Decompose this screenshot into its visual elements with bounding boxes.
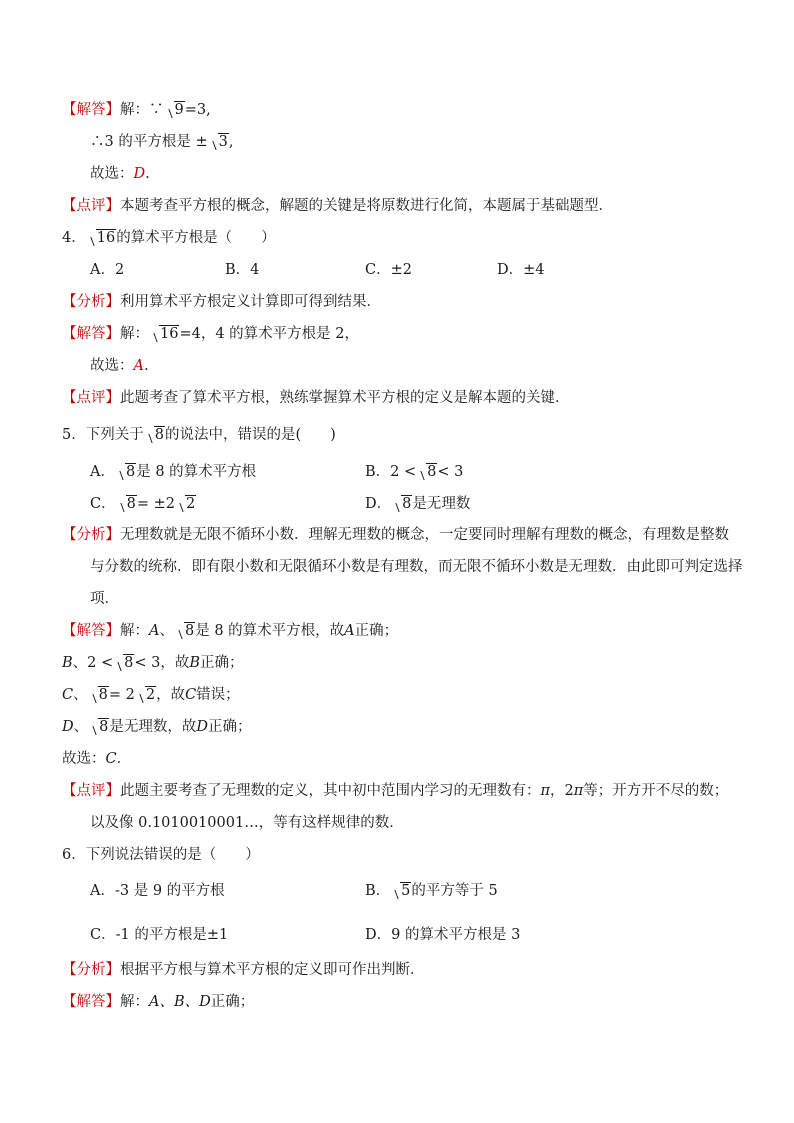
q5-analysis-line3: 项． [90,591,119,607]
q5-answer-line4: D、 8是无理数，故D正确； [62,719,252,735]
q6-option-b: B． 5的平方等于 5 [365,883,498,899]
sqrt-symbol: 8 [89,717,109,737]
sqrt-symbol: 2 [136,685,156,705]
sqrt-symbol: 16 [87,228,116,248]
q4-answer-line1: 【解答】解： 16=4，4 的算术平方根是 2， [62,326,359,342]
q4-analysis: 【分析】利用算术平方根定义计算即可得到结果． [62,294,381,310]
sqrt-symbol: 3 [209,132,229,152]
q6-stem: 6．下列说法错误的是（ ） [62,847,260,863]
q5-analysis-line1: 【分析】无理数就是无限不循环小数．理解无理数的概念，一定要同时理解有理数的概念，有理数是整数 [62,527,729,543]
q3-answer-line1: 【解答】解：∵ 9=3, [62,102,211,118]
q6-option-d: D．9 的算术平方根是 3 [365,927,521,943]
q5-answer-line5: 故选：C． [62,751,132,767]
q4-option-a: A．2 [90,262,125,278]
q5-answer-line1: 【解答】解：A、 8是 8 的算术平方根，故A正确； [62,623,399,639]
q4-stem: 4． 16的算术平方根是（ ） [62,230,276,246]
q5-analysis-line2: 与分数的统称．即有限小数和无限循环小数是有理数，而无限不循环小数是无理数．由此即可判定选择 [90,559,743,575]
sqrt-symbol: 8 [417,462,437,482]
answer-tag: 【解答】 [62,102,120,118]
review-tag: 【点评】 [62,198,120,214]
q5-stem: 5．下列关于 8的说法中，错误的是( ) [62,427,336,443]
q5-review-line2: 以及像 0.1010010001…，等有这样规律的数． [90,815,404,831]
q4-answer-line2: 故选：A. [90,358,149,374]
q5-answer-line3: C、 8= 2 2，故C错误； [62,687,240,703]
q4-option-d: D．±4 [497,262,545,278]
sqrt-symbol: 5 [391,881,411,901]
q3-answer-line3: 故选：D. [90,166,150,182]
q6-option-c: C．-1 的平方根是±1 [90,927,229,943]
q4-review: 【点评】此题考查了算术平方根，熟练掌握算术平方根的定义是解本题的关键． [62,390,570,406]
q6-answer-line1: 【解答】解：A、B、D正确； [62,994,255,1010]
q6-analysis: 【分析】根据平方根与算术平方根的定义即可作出判断． [62,962,425,978]
q5-option-d: D． 8是无理数 [365,496,471,512]
analysis-tag: 【分析】 [62,294,120,310]
sqrt-symbol: 8 [89,685,109,705]
q5-option-a: A． 8是 8 的算术平方根 [90,464,257,480]
q5-option-c: C． 8= ±2 2 [90,496,196,512]
sqrt-symbol: 9 [165,100,185,120]
q5-answer-line2: B、2 < 8< 3，故B正确； [62,655,244,671]
sqrt-symbol: 16 [150,324,179,344]
sqrt-symbol: 8 [117,494,137,514]
q4-option-c: C．±2 [365,262,412,278]
sqrt-symbol: 8 [175,621,195,641]
q3-answer-line2: ∴3 的平方根是 ± 3, [90,134,234,150]
sqrt-symbol: 8 [392,494,412,514]
q5-review-line1: 【点评】此题主要考查了无理数的定义，其中初中范围内学习的无理数有：π，2π等；开方开不尽的数； [62,783,729,799]
q3-review: 【点评】本题考查平方根的概念，解题的关键是将原数进行化简，本题属于基础题型． [62,198,613,214]
q4-option-b: B．4 [225,262,260,278]
sqrt-symbol: 8 [145,425,165,445]
sqrt-symbol: 2 [176,494,196,514]
q6-option-a: A．-3 是 9 的平方根 [90,883,225,899]
sqrt-symbol: 8 [116,462,136,482]
q5-option-b: B．2 < 8< 3 [365,464,464,480]
sqrt-symbol: 8 [114,653,134,673]
